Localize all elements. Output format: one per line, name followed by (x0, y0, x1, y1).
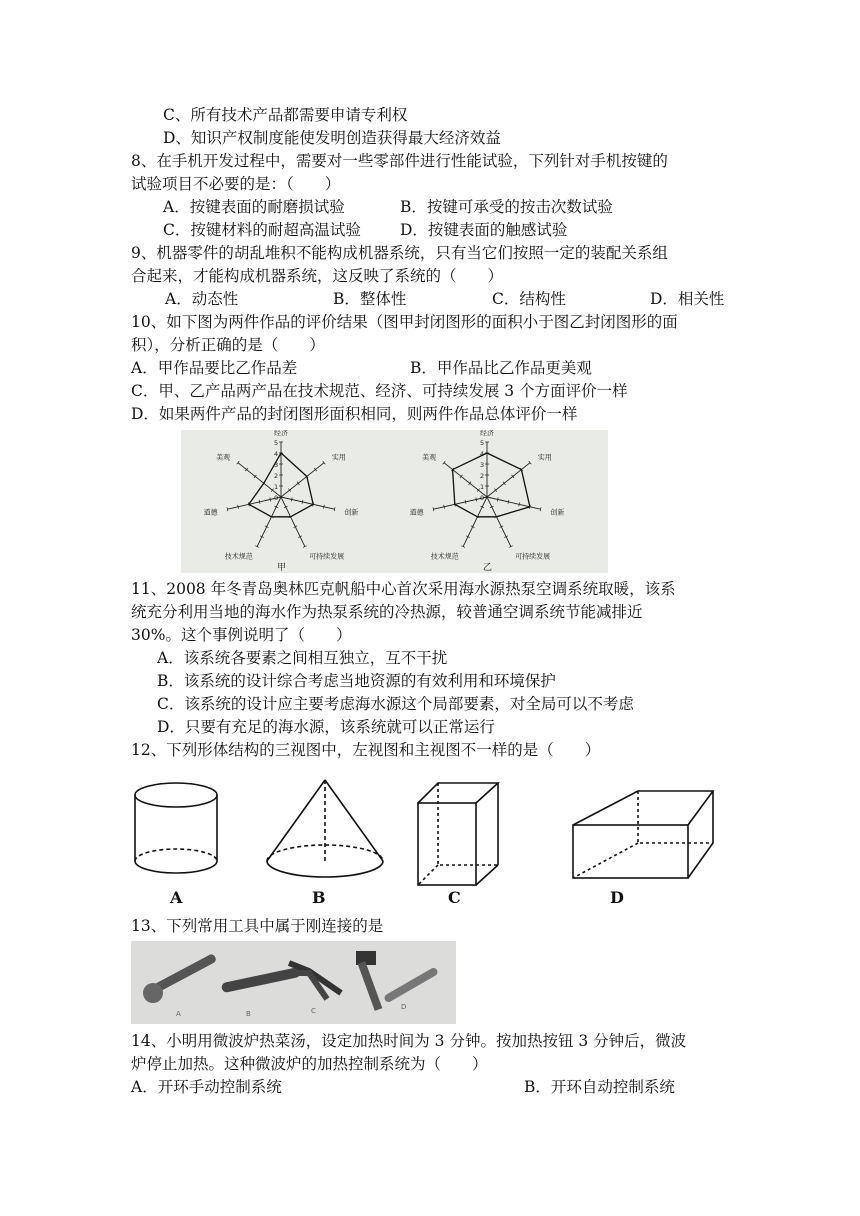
radar-jia-scale-label: 5 (274, 439, 279, 447)
q11-option-a: A．该系统各要素之间相互独立，互不干扰 (157, 649, 448, 667)
q14-stem-2: 炉停止加热。这种微波炉的加热控制系统为（ ） (131, 1055, 488, 1073)
radar-jia-title: 甲 (277, 563, 287, 573)
radar-jia-axis-label: 道德 (203, 508, 218, 517)
q9-option-a: A．动态性 (165, 290, 239, 308)
shape-label-b: B (312, 888, 326, 907)
q9-option-b: B．整体性 (333, 290, 407, 308)
radar-jia-tick (259, 500, 260, 504)
radar-yi-axis-2 (487, 497, 541, 509)
q8-stem-2: 试验项目不必要的是：（ ） (131, 175, 341, 193)
q10-stem-2: 积），分析正确的是（ ） (131, 336, 325, 354)
q14-option-a: A．开环手动控制系统 (131, 1078, 282, 1096)
q8-option-b: B．按键可承受的按击次数试验 (400, 198, 613, 216)
radar-jia-tick (302, 500, 303, 504)
q13-stem: 13、下列常用工具中属于刚连接的是 (131, 917, 384, 935)
radar-yi-tick (476, 497, 477, 501)
flat-box-shape (573, 791, 713, 878)
radar-jia-tick (291, 497, 292, 501)
tool-label-a: A (176, 1010, 181, 1018)
radar-yi-axis-label: 经济 (480, 430, 494, 437)
q10-option-a: A．甲作品要比乙作品差 (131, 359, 298, 377)
radar-yi-axis-label: 技术规范 (430, 552, 459, 561)
q11-stem-2: 统充分利用当地的海水作为热泵系统的冷热源，较普通空调系统节能减排近 (131, 603, 643, 621)
radar-yi-scale-label: 3 (480, 461, 485, 469)
radar-jia-scale-label: 4 (274, 450, 279, 458)
radar-jia-axis-label: 经济 (274, 430, 288, 437)
radar-yi-scale-label: 5 (480, 439, 485, 447)
pliers-icon (289, 963, 341, 999)
radar-yi-scale-label: 2 (480, 472, 485, 480)
q8-option-c: C．按键材料的耐超高温试验 (163, 221, 361, 239)
radar-yi-tick (519, 502, 520, 506)
radar-jia-scale-label: 3 (274, 461, 279, 469)
radar-yi-scale-label: 0 (480, 494, 485, 502)
q7-option-d: D、知识产权制度能使发明创造获得最大经济效益 (163, 129, 501, 147)
q10-stem-1: 10、如下图为两件作品的评价结果（图甲封闭图形的面积小于图乙封闭图形的面 (131, 313, 678, 331)
hammer-icon (356, 951, 439, 1011)
q9-option-d: D．相关性 (650, 290, 725, 308)
radar-yi-axis-label: 可持续发展 (515, 552, 551, 561)
q11-option-c: C．该系统的设计应主要考虑海水源这个局部要素，对全局可以不考虑 (157, 695, 634, 713)
radar-yi-axis-label: 实用 (537, 453, 552, 462)
radar-jia-axis-1 (281, 463, 324, 497)
q14-stem-1: 14、小明用微波炉热菜汤，设定加热时间为 3 分钟。按加热按钮 3 分钟后，微波 (131, 1032, 687, 1050)
tool-label-b: B (246, 1010, 251, 1018)
q8-stem-1: 8、在手机开发过程中，需要对一些零部件进行性能试验，下列针对手机按键的 (131, 152, 668, 170)
radar-yi-axis-4 (463, 497, 487, 547)
q9-stem-2: 合起来，才能构成机器系统，这反映了系统的（ ） (131, 267, 504, 285)
radar-yi-axis-label: 创新 (550, 508, 565, 517)
q9-option-c: C．结构性 (492, 290, 566, 308)
radar-jia-axis-3 (281, 497, 305, 547)
radar-yi-tick (465, 500, 466, 504)
cone-shape (267, 780, 383, 877)
radar-yi-title: 乙 (483, 563, 493, 573)
q10-option-b: B．甲作品比乙作品更美观 (410, 359, 592, 377)
cylinder-shape (135, 783, 217, 873)
radar-yi-scale-label: 4 (480, 450, 485, 458)
radar-jia-tick (270, 497, 271, 501)
wrench-icon (143, 953, 217, 1003)
radar-charts (181, 430, 608, 573)
radar-jia-tick (334, 507, 335, 511)
shape-label-a: A (170, 888, 183, 907)
radar-jia-axis-label: 创新 (344, 508, 359, 517)
radar-yi-tick (433, 507, 434, 511)
q14-option-b: B．开环自动控制系统 (524, 1078, 675, 1096)
radar-yi-tick (540, 507, 541, 511)
radar-yi-axis-3 (487, 497, 511, 547)
q8-option-a: A．按键表面的耐磨损试验 (163, 198, 345, 216)
radar-jia-tick (238, 505, 239, 509)
q11-option-d: D．只要有充足的海水源，该系统就可以正常运行 (157, 718, 495, 736)
q10-option-d: D．如果两件产品的封闭图形面积相同，则两件作品总体评价一样 (131, 405, 578, 423)
tool-label-c: C (311, 1007, 316, 1015)
q10-option-c: C．甲、乙产品两产品在技术规范、经济、可持续发展 3 个方面评价一样 (131, 382, 628, 400)
radar-yi-axis-label: 道德 (409, 508, 424, 517)
q12-stem: 12、下列形体结构的三视图中，左视图和主视图不一样的是（ ） (131, 741, 601, 759)
radar-yi-tick (444, 505, 445, 509)
radar-yi-tick (497, 497, 498, 501)
tall-box-shape (418, 783, 498, 885)
radar-jia-axis-label: 可持续发展 (309, 552, 345, 561)
q8-option-d: D．按键表面的触感试验 (400, 221, 568, 239)
q11-stem-1: 11、2008 年冬青岛奥林匹克帆船中心首次采用海水源热泵空调系统取暖，该系 (131, 580, 676, 598)
tool-label-d: D (401, 1003, 407, 1011)
radar-yi-scale-label: 1 (480, 483, 485, 491)
radar-jia-axis-4 (257, 497, 281, 547)
q11-stem-3: 30%。这个事例说明了（ ） (131, 626, 352, 644)
q7-option-c: C、所有技术产品都需要申请专利权 (163, 106, 408, 124)
radar-jia-tick (323, 505, 324, 509)
radar-jia-scale-label: 1 (274, 483, 279, 491)
radar-jia-axis-label: 实用 (331, 453, 346, 462)
radar-jia-axis-label: 美观 (216, 453, 231, 462)
radar-jia-scale-label: 0 (274, 494, 279, 502)
radar-yi-axis-label: 美观 (422, 453, 437, 462)
shape-label-c: C (448, 888, 461, 907)
radar-yi-tick (508, 500, 509, 504)
radar-jia-tick (227, 507, 228, 511)
shapes-figure (130, 775, 730, 910)
q11-option-b: B．该系统的设计综合考虑当地资源的有效利用和环境保护 (157, 672, 556, 690)
radar-jia-scale-label: 2 (274, 472, 279, 480)
q9-stem-1: 9、机器零件的胡乱堆积不能构成机器系统，只有当它们按照一定的装配关系组 (131, 244, 668, 262)
radar-jia-axis-label: 技术规范 (224, 552, 253, 561)
shape-label-d: D (610, 888, 624, 907)
tools-figure (131, 941, 456, 1024)
